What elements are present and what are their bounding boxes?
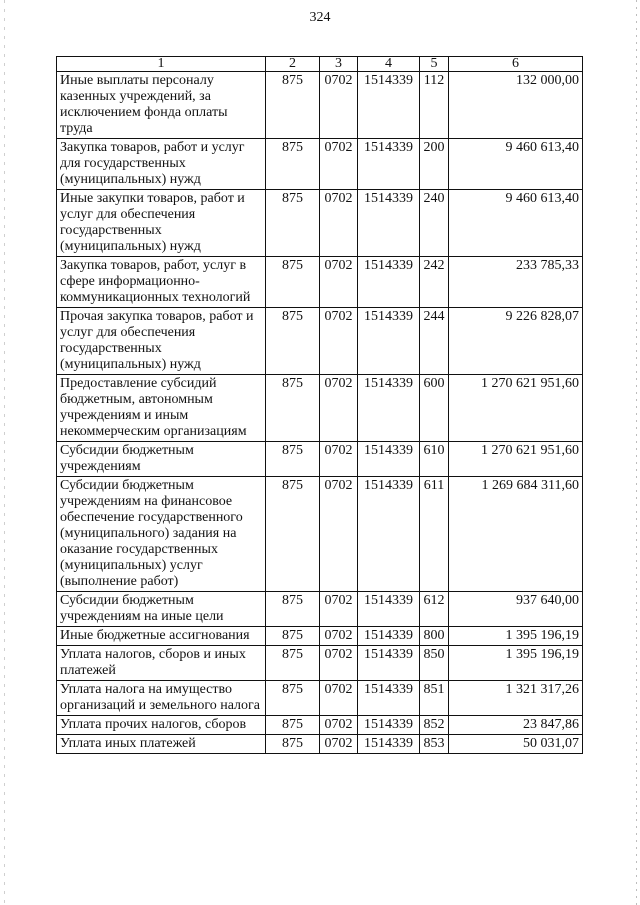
admin-code-cell: 875 — [266, 190, 320, 257]
target-article-cell: 1514339 — [358, 681, 420, 716]
admin-code-cell: 875 — [266, 716, 320, 735]
section-code-cell: 0702 — [320, 627, 358, 646]
table-row — [57, 72, 583, 139]
expense-type-cell: 853 — [420, 735, 449, 754]
row-name-cell: Субсидии бюджетным учреждениям на иные цели — [57, 592, 266, 627]
expense-type-cell: 611 — [420, 477, 449, 592]
target-article-cell: 1514339 — [358, 139, 420, 190]
target-article-cell: 1514339 — [358, 477, 420, 592]
admin-code-cell: 875 — [266, 442, 320, 477]
amount-cell: 23 847,86 — [449, 716, 583, 735]
section-code-cell: 0702 — [320, 257, 358, 308]
amount-cell: 1 395 196,19 — [449, 627, 583, 646]
row-name-cell: Иные бюджетные ассигнования — [57, 627, 266, 646]
expense-type-cell: 852 — [420, 716, 449, 735]
amount-cell: 132 000,00 — [449, 72, 583, 139]
row-name-cell: Закупка товаров, работ и услуг для государственных (муниципальных) нужд — [57, 139, 266, 190]
expense-type-cell: 600 — [420, 375, 449, 442]
row-name-cell: Уплата налогов, сборов и иных платежей — [57, 646, 266, 681]
amount-cell: 1 321 317,26 — [449, 681, 583, 716]
table-row — [57, 681, 583, 716]
row-name-cell: Уплата прочих налогов, сборов — [57, 716, 266, 735]
section-code-cell: 0702 — [320, 646, 358, 681]
amount-cell: 1 270 621 951,60 — [449, 375, 583, 442]
target-article-cell: 1514339 — [358, 375, 420, 442]
target-article-cell: 1514339 — [358, 627, 420, 646]
amount-cell: 9 460 613,40 — [449, 139, 583, 190]
section-code-cell: 0702 — [320, 72, 358, 139]
table-row — [57, 308, 583, 375]
page-number: 324 — [309, 10, 331, 25]
admin-code-cell: 875 — [266, 646, 320, 681]
admin-code-cell: 875 — [266, 627, 320, 646]
target-article-cell: 1514339 — [358, 592, 420, 627]
target-article-cell: 1514339 — [358, 72, 420, 139]
table-row — [57, 190, 583, 257]
table-row — [57, 477, 583, 592]
amount-cell: 1 395 196,19 — [449, 646, 583, 681]
table-row — [57, 735, 583, 754]
section-code-cell: 0702 — [320, 716, 358, 735]
expense-type-cell: 610 — [420, 442, 449, 477]
target-article-cell: 1514339 — [358, 646, 420, 681]
expense-type-cell: 850 — [420, 646, 449, 681]
row-name-cell: Уплата иных платежей — [57, 735, 266, 754]
amount-cell: 1 269 684 311,60 — [449, 477, 583, 592]
admin-code-cell: 875 — [266, 139, 320, 190]
expense-type-cell: 612 — [420, 592, 449, 627]
table-row — [57, 257, 583, 308]
header-cell: 2 — [266, 57, 320, 72]
expense-type-cell: 242 — [420, 257, 449, 308]
target-article-cell: 1514339 — [358, 308, 420, 375]
amount-cell: 50 031,07 — [449, 735, 583, 754]
section-code-cell: 0702 — [320, 139, 358, 190]
row-name-cell: Уплата налога на имущество организаций и земельного налога — [57, 681, 266, 716]
amount-cell: 233 785,33 — [449, 257, 583, 308]
amount-cell: 1 270 621 951,60 — [449, 442, 583, 477]
target-article-cell: 1514339 — [358, 190, 420, 257]
header-cell: 1 — [57, 57, 266, 72]
section-code-cell: 0702 — [320, 375, 358, 442]
expense-type-cell: 200 — [420, 139, 449, 190]
row-name-cell: Иные закупки товаров, работ и услуг для обеспечения государственных (муниципальных) нужд — [57, 190, 266, 257]
admin-code-cell: 875 — [266, 477, 320, 592]
table-row — [57, 716, 583, 735]
admin-code-cell: 875 — [266, 308, 320, 375]
admin-code-cell: 875 — [266, 592, 320, 627]
header-cell: 5 — [420, 57, 449, 72]
scan-edge-left — [4, 0, 5, 905]
row-name-cell: Субсидии бюджетным учреждениям на финансовое обеспечение государственного (муниципального) задания на оказание государственных (муниципальных) услуг (выполнение работ) — [57, 477, 266, 592]
row-name-cell: Предоставление субсидий бюджетным, автономным учреждениям и иным некоммерческим организациям — [57, 375, 266, 442]
table-row — [57, 646, 583, 681]
section-code-cell: 0702 — [320, 308, 358, 375]
target-article-cell: 1514339 — [358, 257, 420, 308]
table-row — [57, 592, 583, 627]
expense-type-cell: 800 — [420, 627, 449, 646]
amount-cell: 937 640,00 — [449, 592, 583, 627]
section-code-cell: 0702 — [320, 190, 358, 257]
amount-cell: 9 460 613,40 — [449, 190, 583, 257]
row-name-cell: Субсидии бюджетным учреждениям — [57, 442, 266, 477]
admin-code-cell: 875 — [266, 72, 320, 139]
header-cell: 4 — [358, 57, 420, 72]
section-code-cell: 0702 — [320, 681, 358, 716]
admin-code-cell: 875 — [266, 375, 320, 442]
expense-type-cell: 240 — [420, 190, 449, 257]
section-code-cell: 0702 — [320, 592, 358, 627]
table-row — [57, 139, 583, 190]
admin-code-cell: 875 — [266, 735, 320, 754]
row-name-cell: Прочая закупка товаров, работ и услуг для обеспечения государственных (муниципальных) нужд — [57, 308, 266, 375]
scan-edge-right — [636, 0, 637, 905]
expense-type-cell: 851 — [420, 681, 449, 716]
budget-table — [56, 56, 583, 754]
header-row — [57, 57, 583, 72]
header-cell: 3 — [320, 57, 358, 72]
target-article-cell: 1514339 — [358, 716, 420, 735]
header-cell: 6 — [449, 57, 583, 72]
admin-code-cell: 875 — [266, 681, 320, 716]
table-row — [57, 442, 583, 477]
target-article-cell: 1514339 — [358, 735, 420, 754]
row-name-cell: Иные выплаты персоналу казенных учреждений, за исключением фонда оплаты труда — [57, 72, 266, 139]
section-code-cell: 0702 — [320, 477, 358, 592]
amount-cell: 9 226 828,07 — [449, 308, 583, 375]
row-name-cell: Закупка товаров, работ, услуг в сфере информационно-коммуникационных технологий — [57, 257, 266, 308]
table-row — [57, 627, 583, 646]
expense-type-cell: 244 — [420, 308, 449, 375]
expense-type-cell: 112 — [420, 72, 449, 139]
section-code-cell: 0702 — [320, 735, 358, 754]
section-code-cell: 0702 — [320, 442, 358, 477]
admin-code-cell: 875 — [266, 257, 320, 308]
target-article-cell: 1514339 — [358, 442, 420, 477]
table-row — [57, 375, 583, 442]
